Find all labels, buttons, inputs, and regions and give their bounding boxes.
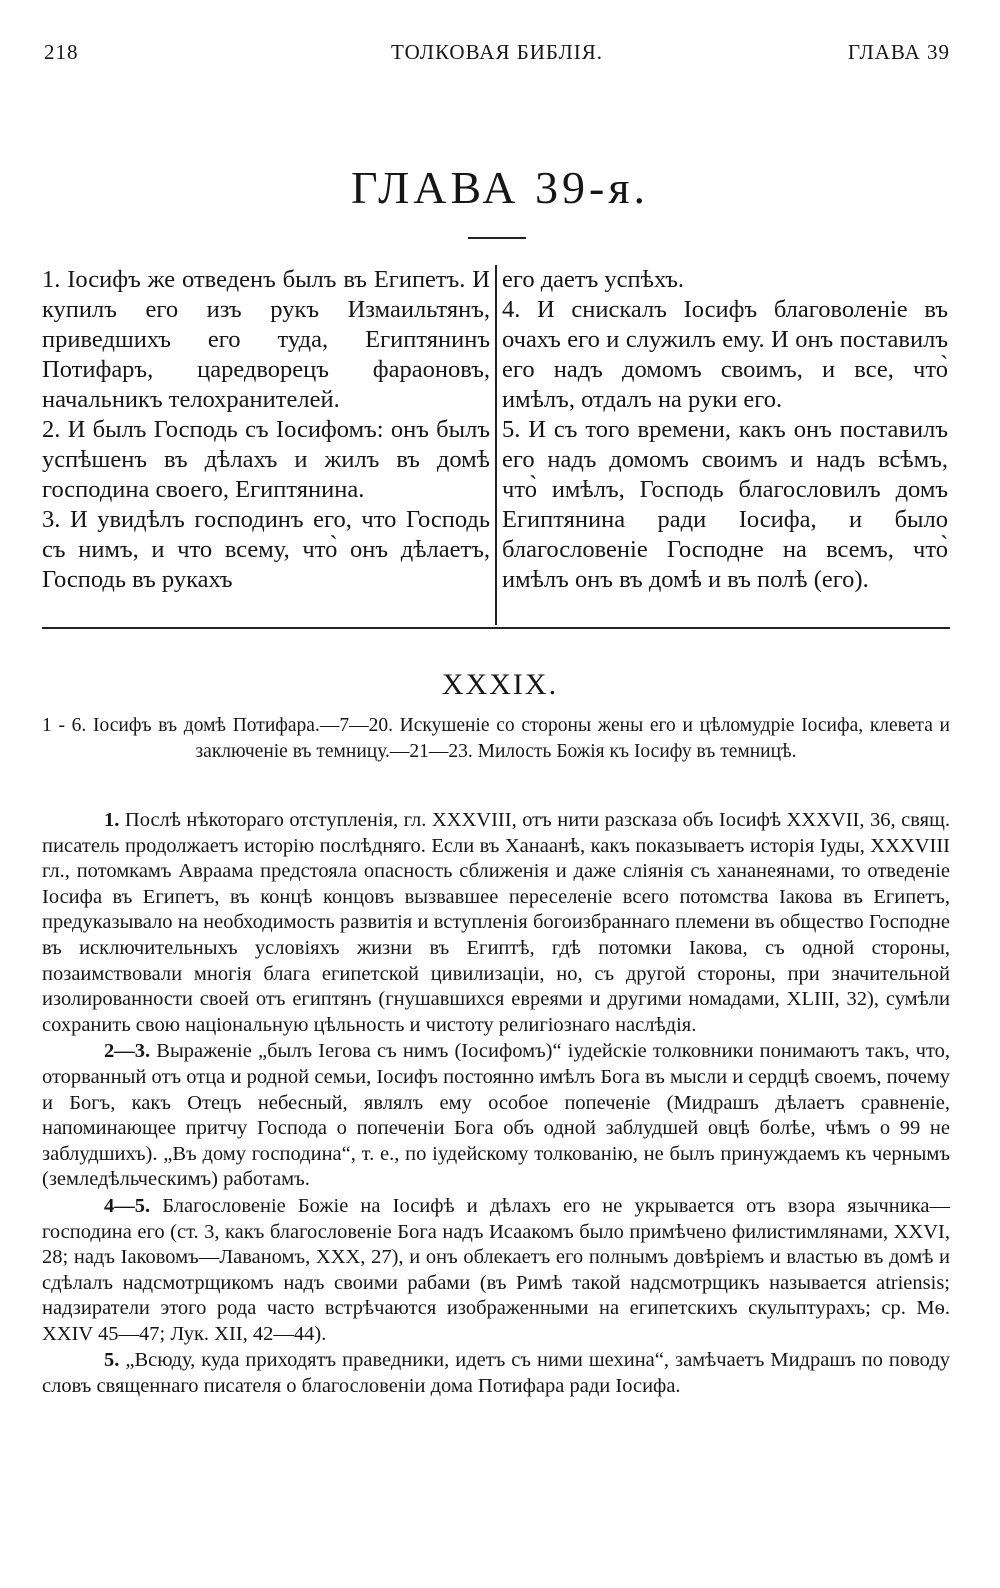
chapter-reference: ГЛАВА 39 xyxy=(847,40,950,64)
commentary-text: Благословеніе Божіе на Іосифѣ и дѣлахъ его не укрывается отъ взора язычника—господина его (ст. 3, какъ благословеніе Бога надъ Исаакомъ было примѣчено филистимлянами, XXVI, 28; надъ Іаковомъ—Лаваномъ, XXX, 27), и онъ облекаетъ его полнымъ довѣріемъ и властью въ домѣ и сдѣлалъ надсмотрщикомъ надъ своими рабами (въ Римѣ такой надсмотрщикъ называется atriensis; надзиратели этого рода часто встрѣчаются изображенными на египетскихъ скульптурахъ; ср. Мѳ. XXIV 45—47; Лук. XII, 42—44). xyxy=(42,1194,951,1345)
commentary-verse-ref: 5. xyxy=(104,1349,120,1372)
verses-right-column xyxy=(502,265,948,595)
verse-3: 3. И увидѣлъ господинъ его, что Господь съ нимъ, и что всему, что̀ онъ дѣлаетъ, Господь въ рукахъ xyxy=(42,506,490,593)
commentary-paragraph xyxy=(42,1348,950,1399)
page-number: 218 xyxy=(44,40,79,64)
verses-rule xyxy=(42,627,950,629)
book-title: ТОЛКОВАЯ БИБЛІЯ. xyxy=(391,40,603,64)
verses-left-column xyxy=(42,265,490,595)
commentary-verse-ref: 2—3. xyxy=(104,1040,151,1063)
chapter-summary: 1 - 6. Іосифъ въ домѣ Потифара.—7—20. Искушеніе со стороны жены его и цѣломудріе Іосифа, клевета и заключеніе въ темницу.—21—23. Милость Божія къ Іосифу въ темницѣ. xyxy=(42,715,950,762)
commentary-text: Выраженіе „былъ Іегова съ нимъ (Іосифомъ)“ іудейскіе толковники понимаютъ такъ, что, оторванный отъ отца и родной семьи, Іосифъ постоянно имѣлъ Бога въ мысли и сердцѣ своемъ, почему и Богъ, какъ Отецъ небесный, являлъ ему особое попеченіе (Мидрашъ дѣлаетъ сравненіе, напоминающее притчу Господа о попеченіи Бога объ одной заблудшей овцѣ болѣе, чѣмъ о 99 не заблудшихъ). „Въ дому господина“, т. е., по іудейскому толкованію, не былъ принуждаемъ къ чернымъ (земледѣльческимъ) работамъ. xyxy=(42,1040,951,1191)
title-rule xyxy=(468,237,526,239)
commentary-verse-ref: 4—5. xyxy=(104,1194,151,1217)
commentary-text: „Всюду, куда приходятъ праведники, идетъ съ ними шехина“, замѣчаетъ Мидрашъ по поводу словъ священнаго писателя о благословеніи дома Потифара ради Іосифа. xyxy=(42,1349,950,1398)
running-head xyxy=(44,30,950,66)
verse-5: 5. И съ того времени, какъ онъ поставилъ его надъ домомъ своимъ и надъ всѣмъ, что̀ имѣлъ, Господь благословилъ домъ Египтянина ради Іосифа, и было благословеніе Господне на всемъ, что̀ имѣлъ онъ въ домѣ и въ полѣ (его). xyxy=(502,416,948,593)
verse-3-continuation: его даетъ успѣхъ. xyxy=(502,266,685,293)
commentary-verse-ref: 1. xyxy=(104,809,120,831)
chapter-title: ГЛАВА 39-я. xyxy=(350,162,650,213)
commentary-paragraph xyxy=(42,1194,950,1348)
commentary-paragraph xyxy=(42,1039,950,1193)
commentary-text: Послѣ нѣкотораго отступленія, гл. XXXVIII, отъ нити разсказа объ Іосифѣ XXXVII, 36, свящ. писатель продолжаетъ исторію послѣдняго. Если въ Ханаанѣ, какъ показываетъ исторія Іуды, XXXVIII гл., потомкамъ Авраама предстояла опасность сближенія и даже слiянiя съ хананеянами, то отведеніе Іосифа въ Египетъ, въ концѣ концовъ вызвавшее переселеніе всего потомства Іакова въ Египетъ, предуказывало на необходимость развитія и вступленія богоизбраннаго племени въ общество Господне въ исключительныхъ условіяхъ жизни въ Египтѣ, гдѣ потомки Іакова, съ одной стороны, позаимствовали многія блага египетской цивилизаціи, но, съ другой стороны, при значительной изолированности своей отъ египтянъ (гнушавшихся евреями и другими номадами, XLIII, 32), сумѣли сохранить свою національную цѣльность и чистоту религіознаго наслѣдія. xyxy=(42,809,950,1036)
commentary xyxy=(42,808,950,1401)
verse-4: 4. И снискалъ Іосифъ благоволеніе въ очахъ его и служилъ ему. И онъ поставилъ его надъ домомъ своимъ, и все, что̀ имѣлъ, отдалъ на руки его. xyxy=(502,296,948,413)
commentary-paragraph xyxy=(42,808,950,1038)
column-divider xyxy=(495,265,497,625)
verses-block xyxy=(42,265,950,627)
verse-1: 1. Іосифъ же отведенъ былъ въ Египетъ. И купилъ его изъ рукъ Измаильтянъ, приведшихъ его туда, Египтянинъ Потифаръ, царедворецъ фараоновъ, начальникъ телохранителей. xyxy=(42,266,490,413)
section-heading: XXXIX. xyxy=(441,668,559,701)
verse-2: 2. И былъ Господь съ Іосифомъ: онъ былъ успѣшенъ въ дѣлахъ и жилъ въ домѣ господина своего, Египтянина. xyxy=(42,416,490,503)
